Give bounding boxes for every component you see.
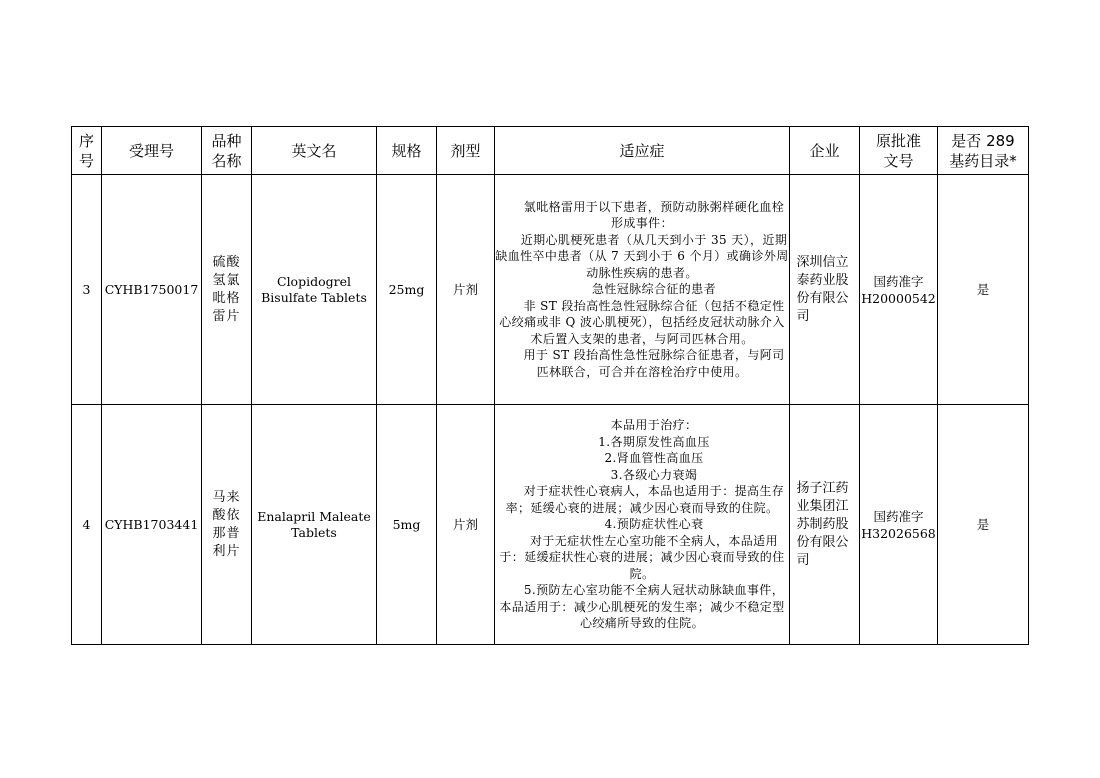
cell-english-name: Clopidogrel Bisulfate Tablets (252, 175, 377, 405)
header-company: 企业 (790, 127, 860, 175)
cell-seq: 4 (72, 405, 102, 645)
header-seq: 序 号 (72, 127, 102, 175)
cell-essential: 是 (938, 175, 1029, 405)
header-essential: 是否 289 基药目录* (938, 127, 1029, 175)
header-english-name: 英文名 (252, 127, 377, 175)
header-accept-no: 受理号 (102, 127, 202, 175)
cell-spec: 25mg (377, 175, 437, 405)
cell-accept-no: CYHB1750017 (102, 175, 202, 405)
header-variety: 品种 名称 (202, 127, 252, 175)
cell-variety: 马来酸依那普利片 (202, 405, 252, 645)
cell-company: 深圳信立泰药业股份有限公司 (790, 175, 860, 405)
header-indication: 适应症 (495, 127, 790, 175)
header-dosage-form: 剂型 (437, 127, 495, 175)
header-approval: 原批准 文号 (860, 127, 938, 175)
cell-english-name: Enalapril Maleate Tablets (252, 405, 377, 645)
cell-company: 扬子江药业集团江苏制药股份有限公司 (790, 405, 860, 645)
header-spec: 规格 (377, 127, 437, 175)
cell-dosage-form: 片剂 (437, 175, 495, 405)
cell-indication: 氯吡格雷用于以下患者，预防动脉粥样硬化血栓形成事件： 近期心肌梗死患者（从几天到小于 35 天），近期缺血性卒中患者（从 7 天到小于 6 个月）或确诊外周动脉性疾病的患者。 急性冠脉综合征的患者 非 ST 段抬高性急性冠脉综合征（包括不稳定性心绞痛或非 Q 波心肌梗死），包括经皮冠状动脉介入术后置入支架的患者，与阿司匹林合用。 用于 ST 段抬高性急性冠脉综合征患者，与阿司匹林联合，可合并在溶栓治疗中使用。 (495, 175, 790, 405)
cell-approval: 国药准字 H20000542 (860, 175, 938, 405)
cell-spec: 5mg (377, 405, 437, 645)
table-row (72, 405, 1029, 645)
cell-essential: 是 (938, 405, 1029, 645)
cell-indication: 本品用于治疗： 1.各期原发性高血压 2.肾血管性高血压 3.各级心力衰竭 对于症状性心衰病人，本品也适用于：提高生存率；延缓心衰的进展；减少因心衰而导致的住院。 4.预防症状性心衰 对于无症状性左心室功能不全病人，本品适用于：延缓症状性心衰的进展；减少因心衰而导致的住院。 5.预防左心室功能不全病人冠状动脉缺血事件，本品适用于：减少心肌梗死的发生率；减少不稳定型心绞痛所导致的住院。 (495, 405, 790, 645)
header-row (72, 127, 1029, 175)
cell-dosage-form: 片剂 (437, 405, 495, 645)
drug-table (71, 126, 1029, 645)
cell-accept-no: CYHB1703441 (102, 405, 202, 645)
cell-seq: 3 (72, 175, 102, 405)
cell-variety: 硫酸氢氯吡格雷片 (202, 175, 252, 405)
table-row (72, 175, 1029, 405)
cell-approval: 国药准字 H32026568 (860, 405, 938, 645)
